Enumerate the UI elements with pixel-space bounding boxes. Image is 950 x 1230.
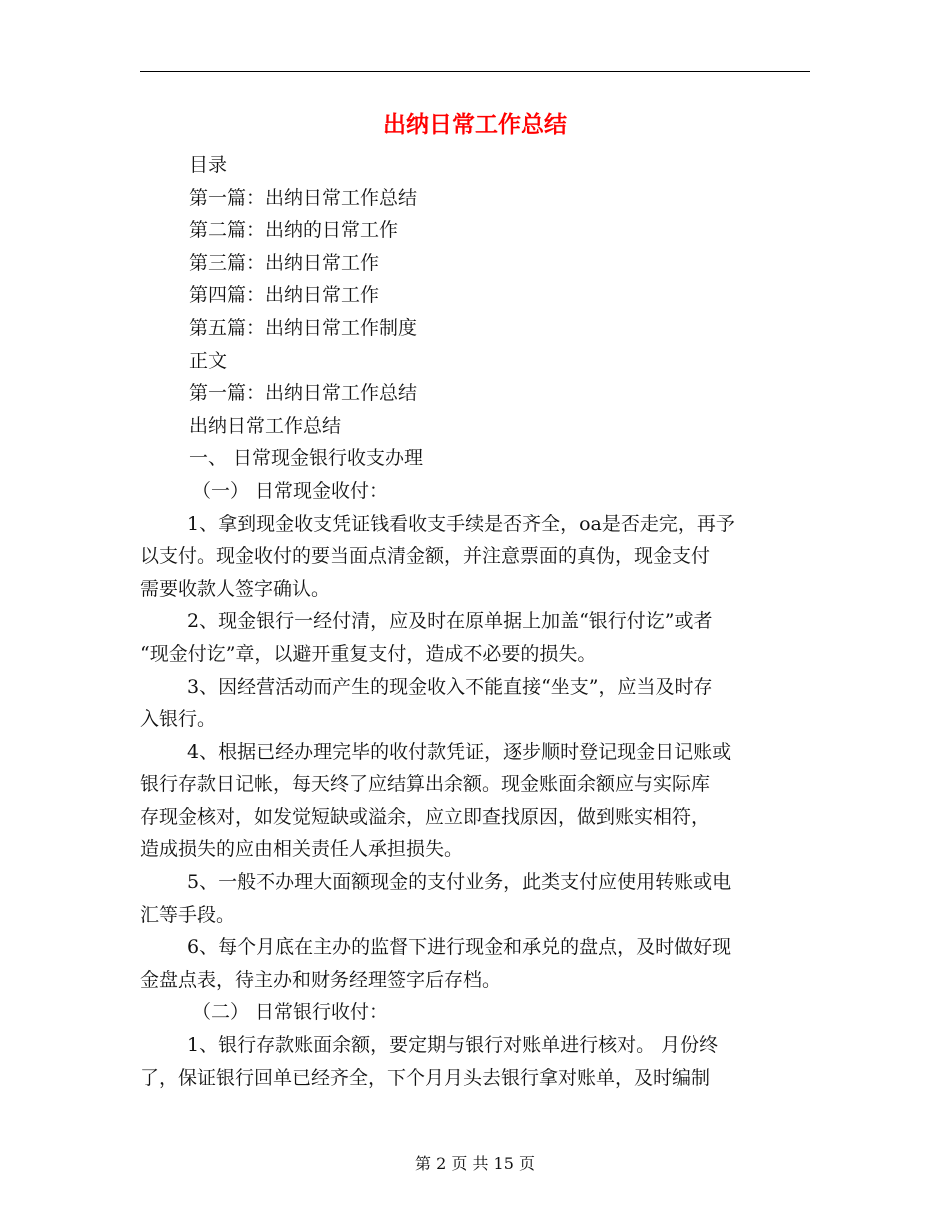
body-line: “现金付讫”章，以避开重复支付，造成不必要的损失。 bbox=[140, 642, 597, 665]
body-line: 金盘点表，待主办和财务经理签字后存档。 bbox=[140, 968, 502, 991]
body-line: （二） 日常银行收付： bbox=[192, 1001, 389, 1024]
body-line: 第五篇：出纳日常工作制度 bbox=[189, 316, 418, 339]
body-line: 第四篇：出纳日常工作 bbox=[189, 284, 380, 307]
body-line: 目录 bbox=[189, 154, 228, 176]
header-rule bbox=[140, 71, 810, 72]
body-line: 了，保证银行回单已经齐全，下个月月头去银行拿对账单，及时编制 bbox=[140, 1066, 711, 1089]
body-line: 1、银行存款账面余额，要定期与银行对账单进行核对。 月份终 bbox=[187, 1034, 719, 1057]
body-line: 2、现金银行一经付清，应及时在原单据上加盖“银行付讫”或者 bbox=[187, 610, 713, 633]
body-line: 入银行。 bbox=[140, 708, 217, 731]
body-line: 第二篇：出纳的日常工作 bbox=[189, 219, 399, 242]
body-line: 4、根据已经办理完毕的收付款凭证，逐步顺时登记现金日记账或 bbox=[187, 740, 732, 763]
body-line: 以支付。现金收付的要当面点清金额，并注意票面的真伪，现金支付 bbox=[140, 545, 711, 568]
body-line: 3、因经营活动而产生的现金收入不能直接“坐支”，应当及时存 bbox=[187, 675, 713, 698]
body-line: 1、拿到现金收支凭证钱看收支手续是否齐全，oa是否走完，再予 bbox=[187, 512, 735, 535]
body-line: 需要收款人签字确认。 bbox=[140, 577, 331, 600]
document-title: 出纳日常工作总结 bbox=[383, 112, 567, 138]
body-line: 正文 bbox=[189, 349, 228, 372]
body-line: 银行存款日记帐，每天终了应结算出余额。现金账面余额应与实际库 bbox=[140, 773, 711, 796]
body-line: 存现金核对，如发觉短缺或溢余，应立即查找原因，做到账实相符， bbox=[140, 805, 711, 828]
document-body bbox=[140, 149, 810, 1094]
body-line: 6、每个月底在主办的监督下进行现金和承兑的盘点，及时做好现 bbox=[187, 936, 732, 959]
body-line: 汇等手段。 bbox=[140, 903, 236, 926]
body-line: 造成损失的应由相关责任人承担损失。 bbox=[140, 838, 464, 861]
page-footer: 第 2 页 共 15 页 bbox=[415, 1154, 535, 1173]
body-line: 5、一般不办理大面额现金的支付业务，此类支付应使用转账或电 bbox=[187, 871, 732, 894]
body-line: 第三篇：出纳日常工作 bbox=[189, 251, 380, 274]
body-line: 一、 日常现金银行收支办理 bbox=[189, 447, 424, 470]
body-line: 第一篇：出纳日常工作总结 bbox=[189, 382, 418, 405]
body-line: （一） 日常现金收付： bbox=[192, 479, 389, 502]
body-line: 第一篇：出纳日常工作总结 bbox=[189, 186, 418, 209]
body-line: 出纳日常工作总结 bbox=[189, 414, 342, 437]
